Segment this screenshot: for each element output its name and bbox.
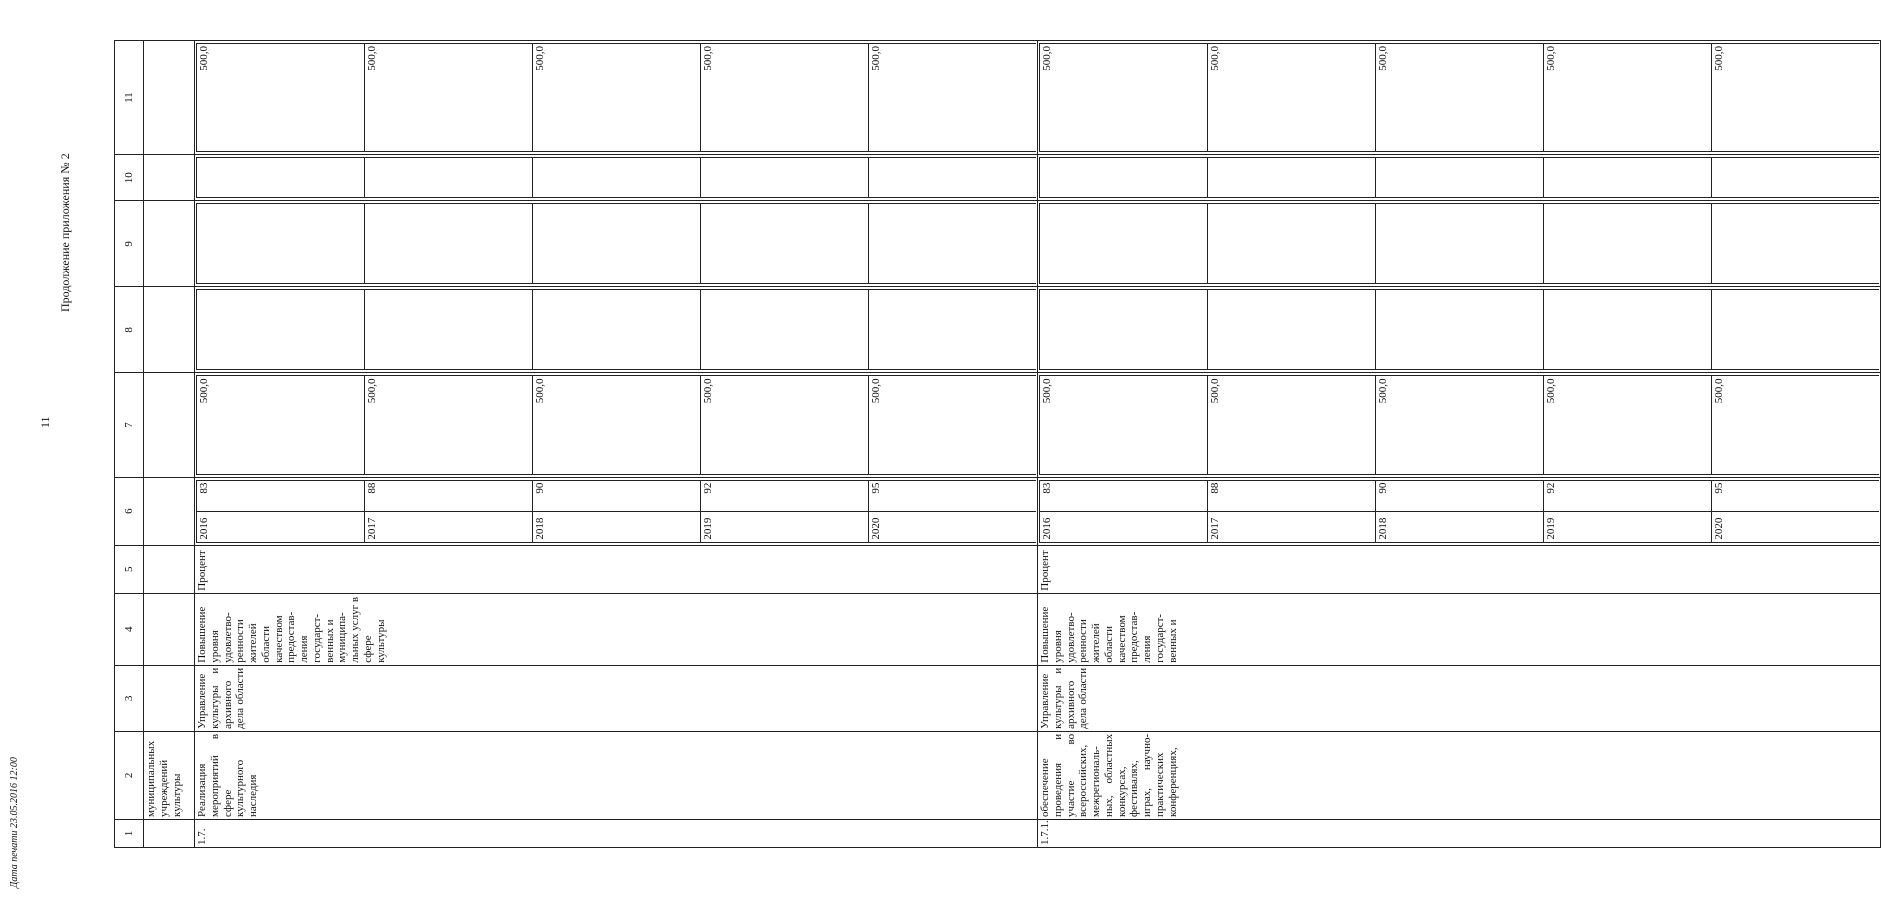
cell: [144, 201, 195, 287]
amount: 500,0: [1040, 376, 1208, 474]
funding-total: [195, 373, 1038, 477]
header-cell: 8: [115, 287, 144, 373]
table-row: [1038, 41, 1881, 848]
amount: 500,0: [1208, 44, 1376, 152]
indicator: Повышение уровня удовлетво-ренности жителей области качеством предостав-ления государст-венных и: [1038, 593, 1881, 665]
cell: [144, 287, 195, 373]
header-cell: 2: [115, 731, 144, 819]
target-value: 88: [365, 480, 533, 511]
continuation-text: муниципальных учреждений культуры: [144, 731, 195, 819]
amount: 500,0: [197, 44, 365, 152]
amount: 500,0: [869, 44, 1037, 152]
year: 2019: [701, 511, 869, 542]
unit: Процент: [1038, 545, 1881, 593]
amount: 500,0: [869, 376, 1037, 474]
cell: [195, 287, 1038, 373]
target-value: 92: [701, 480, 869, 511]
year: 2016: [1040, 511, 1208, 542]
row-number: 1.7.: [195, 819, 1038, 847]
print-date: Дата печати 23.05.2016 12:00: [9, 757, 20, 888]
amount: 500,0: [1712, 376, 1880, 474]
funding-source: [195, 41, 1038, 155]
executor: Управление культуры и архивного дела области: [1038, 665, 1881, 731]
funding-total: [1038, 373, 1881, 477]
year: 2016: [197, 511, 365, 542]
header-cell: 5: [115, 545, 144, 593]
cell: [144, 593, 195, 665]
funding-source: [1038, 41, 1881, 155]
amount: 500,0: [1040, 44, 1208, 152]
cell: [195, 155, 1038, 201]
year: 2017: [1208, 511, 1376, 542]
cell: [1038, 287, 1881, 373]
measure-name: Реализация мероприятий в сфере культурного наследия: [195, 731, 1038, 819]
header-cell: 7: [115, 373, 144, 477]
row-number: 1.7.1.: [1038, 819, 1881, 847]
cell: [144, 373, 195, 477]
cell: [144, 819, 195, 847]
appendix-title: Продолжение приложения № 2: [58, 153, 72, 312]
amount: 500,0: [701, 44, 869, 152]
page-number: 11: [38, 416, 52, 428]
header-row: [115, 41, 144, 848]
header-cell: 1: [115, 819, 144, 847]
cell: [1038, 155, 1881, 201]
year: 2018: [533, 511, 701, 542]
amount: 500,0: [701, 376, 869, 474]
program-table: [114, 40, 1881, 848]
amount: 500,0: [1544, 44, 1712, 152]
amount: 500,0: [1376, 44, 1544, 152]
header-cell: 3: [115, 665, 144, 731]
years-values: [1038, 477, 1881, 545]
cell: [144, 665, 195, 731]
unit: Процент: [195, 545, 1038, 593]
year: 2020: [1712, 511, 1880, 542]
cell: [144, 477, 195, 545]
continuation-row: [144, 41, 195, 848]
target-value: 92: [1544, 480, 1712, 511]
amount: 500,0: [365, 376, 533, 474]
amount: 500,0: [1544, 376, 1712, 474]
target-value: 95: [869, 480, 1037, 511]
amount: 500,0: [533, 376, 701, 474]
measure-name: обеспечение проведения и участие во всероссийских, межрегиональ-ных, областных конкурсах, фестивалях, играх, научно-практических конференциях,: [1038, 731, 1881, 819]
target-value: 83: [1040, 480, 1208, 511]
target-value: 90: [1376, 480, 1544, 511]
header-cell: 11: [115, 41, 144, 155]
year: 2018: [1376, 511, 1544, 542]
year: 2020: [869, 511, 1037, 542]
amount: 500,0: [1376, 376, 1544, 474]
table-row: [195, 41, 1038, 848]
target-value: 90: [533, 480, 701, 511]
cell: [144, 545, 195, 593]
amount: 500,0: [533, 44, 701, 152]
cell: [195, 201, 1038, 287]
amount: 500,0: [1712, 44, 1880, 152]
amount: 500,0: [1208, 376, 1376, 474]
target-value: 88: [1208, 480, 1376, 511]
indicator: Повышение уровня удовлетво-ренности жителей области качеством предостав-ления государст-венных и муниципа-льных услуг в сфере культуры: [195, 593, 1038, 665]
amount: 500,0: [197, 376, 365, 474]
amount: 500,0: [365, 44, 533, 152]
cell: [144, 41, 195, 155]
header-cell: 4: [115, 593, 144, 665]
executor: Управление культуры и архивного дела области: [195, 665, 1038, 731]
target-value: 95: [1712, 480, 1880, 511]
cell: [1038, 201, 1881, 287]
header-cell: 10: [115, 155, 144, 201]
target-value: 83: [197, 480, 365, 511]
program-table-wrapper: [114, 40, 1725, 848]
header-cell: 6: [115, 477, 144, 545]
cell: [144, 155, 195, 201]
header-cell: 9: [115, 201, 144, 287]
year: 2019: [1544, 511, 1712, 542]
years-values: [195, 477, 1038, 545]
year: 2017: [365, 511, 533, 542]
